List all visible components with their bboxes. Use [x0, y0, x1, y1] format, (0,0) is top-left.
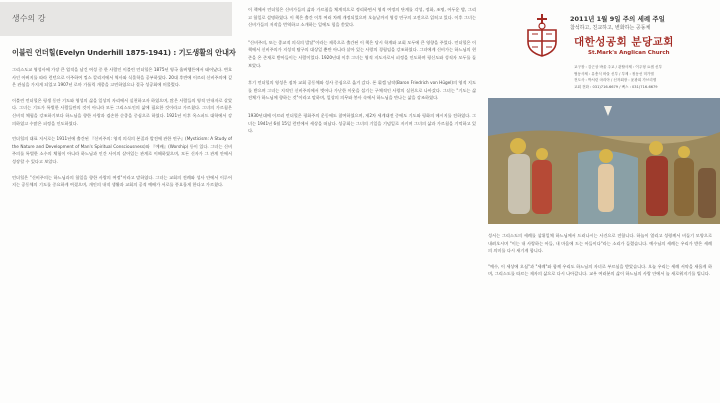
sermon-paragraph: "예수, 이 세상에 오심"과 "세례"와 함께 우리도 하느님의 자녀로 부르심을 받았습니다. 오늘 우리는 세례 서약을 새롭게 하며, 그리스도를 따르는 제자의 삶으로 다시 나아갑니다. 교우 여러분의 삶이 하느님의 사랑 안에서 늘 새로워지기를 빕니다. — [488, 263, 712, 277]
article-paragraph: 그리스도교 영성사에 가장 큰 업적을 남긴 여성 중 한 사람인 이블린 언더힐은 1875년 영국 울버햄튼에서 태어났다. 변호사인 아버지를 따라 런던으로 이주하여 킹스 칼리지에서 역사와 식물학을 공부하였다. 20대 후반에 이르러 신비주의에 깊은 관심을 가지게 되었고 1907년 로마 가톨릭 개종을 고민하였으나 결국 성공회에 머물렀다. — [12, 67, 232, 88]
article-title: 이블린 언더힐(Evelyn Underhill 1875-1941) : 기도생활의 안내자 — [12, 48, 236, 57]
article-paragraph: 이블린 언더힐은 평생 동안 기도와 영성의 삶을 일상의 자리에서 실천하고자 하였으며, 많은 사람들의 영적 안내자로 살았다. 그녀는 기도가 특별한 사람들만의 것이 아니라 모든 그리스도인의 삶에 필요한 것이라고 가르쳤다. 그녀의 가르침은 신비적 체험을 강조하기보다 하느님을 향한 사랑과 겸손한 순종을 중심으로 하였다. 1921년 이후 옥스퍼드 대학에서 강의하였고 수많은 피정을 인도하였다. — [12, 97, 232, 126]
church-name-korean: 대한성공회 분당교회 — [574, 36, 674, 48]
sermon-paragraph: 성서는 그리스도의 세례를 삼위일체 하느님께서 드러나시는 사건으로 전합니다. 하늘이 열리고 성령께서 비둘기 모양으로 내려오시며 "이는 내 사랑하는 아들, 내 마음에 드는 아들이다"라는 소리가 들렸습니다. 예수님의 세례는 우리가 받은 세례의 의미를 다시 새기게 합니다. — [488, 233, 712, 254]
staff-line: 전도사 : 박서린 마리아 / 신자회장 : 윤광희 가브리엘 — [574, 78, 657, 82]
article-paragraph: 후기 언더힐의 영성은 점차 교회 공동체와 성사 중심으로 옮겨 갔다. 폰 휘겔 남작(Baron Friedrich von Hügel)의 영적 지도를 받으며 그녀는 지적인 신비주의에서 벗어나 가난한 이웃을 섬기는 구체적인 사랑의 실천으로 나아갔다. 그녀는 "기도는 삶 전체가 하느님께 향하는 것"이라고 말하며, 일상의 의무와 봉사 속에서 하느님을 만나는 삶을 강조하였다. — [248, 80, 476, 101]
article-paragraph: "신비주의, 또는 종교적 의식의 발달"이라는 제목으로 출간된 이 책은 당시 학계와 교회 모두에 큰 영향을 주었다. 언더힐은 이 책에서 신비주의가 지성적 탐구의 대상일 뿐만 아니라 살아 있는 사랑의 경험임을 강조하였다. 그녀에게 신비가는 하느님의 현존을 온 존재로 받아들이는 사람이었다. 1920년대 이후 그녀는 영적 지도자로서 피정을 인도하며 평신도와 성직자 모두를 돌보았다. — [248, 39, 476, 68]
column-middle — [244, 0, 484, 403]
article-paragraph: 1930년대에 이르러 언더힐은 평화주의 운동에도 참여하였으며, 제2차 세계대전 중에도 기도와 평화의 메시지를 전하였다. 그녀는 1941년 6월 15일 런던에서 세상을 떠났다. 성공회는 그녀의 기일을 기념일로 지키며 그녀의 삶과 가르침을 기억하고 있다. — [248, 112, 476, 134]
article-paragraph: 이 책에서 언더힐은 신비가들의 삶과 가르침을 체계적으로 정리하면서 영적 여정의 단계를 각성, 정화, 조명, 어두운 밤, 그리고 합일로 설명하였다. 이 책은 출간 이후 여러 차례 개정되었으며 오늘날까지 영성 연구의 고전으로 읽히고 있다. 이후 그녀는 신비가들의 저작을 번역하고 소개하는 일에도 힘을 쏟았다. — [248, 7, 476, 28]
church-motto: 참석하고, 친교하고, 변화하는 공동체 — [570, 25, 651, 31]
sermon-text — [488, 228, 720, 278]
column-left — [0, 0, 240, 403]
staff-line: 협동사제 : 유충식 바울 신부 / 부제 : 정동선 미가엘 — [574, 71, 654, 76]
church-name-english: St.Mark's Anglican Church — [588, 50, 670, 56]
anglican-cross-shield-logo — [522, 10, 562, 58]
staff-line: 교구장 : 김근상 바울 주교 / 관할사제 : 이주형 요셉 신부 — [574, 65, 662, 69]
church-masthead — [488, 0, 720, 100]
bulletin-date: 2011년 1월 9일 주의 세례 주일 — [570, 15, 665, 23]
baptism-of-christ-fresco — [488, 98, 720, 224]
staff-line: 교회 전화 : 031)716-6679 / 팩스 : 031)716-6679 — [574, 84, 658, 89]
article-paragraph: 언더힐의 대표 저서로는 1911년에 출간된 『신비주의: 영적 의식의 본질과 발전에 관한 연구』(Mysticism: A Study of the Nature and Development of Man's Spiritual Consciousness)와 『예배』(Worship) 등이 있다. 그녀는 신비주의를 특별한 소수의 체험이 아니라 하느님과 인간 사이의 살아있는 관계로 이해하였으며, 모든 신자가 그 관계 안에서 성장할 수 있다고 보았다. — [12, 136, 232, 164]
section-header: 생수의 강 — [0, 2, 232, 36]
staff-list — [574, 64, 714, 90]
article-paragraph: 언더힐은 "신비주의는 하느님과의 합일을 향한 사랑의 여정"이라고 말하였다. 그녀는 교회의 전례와 성사 안에서 이루어지는 공동체의 기도를 중요하게 여겼으며, 개인의 내적 생활과 교회의 공적 예배가 서로를 풍요롭게 한다고 가르쳤다. — [12, 174, 232, 188]
column-right — [488, 0, 720, 403]
